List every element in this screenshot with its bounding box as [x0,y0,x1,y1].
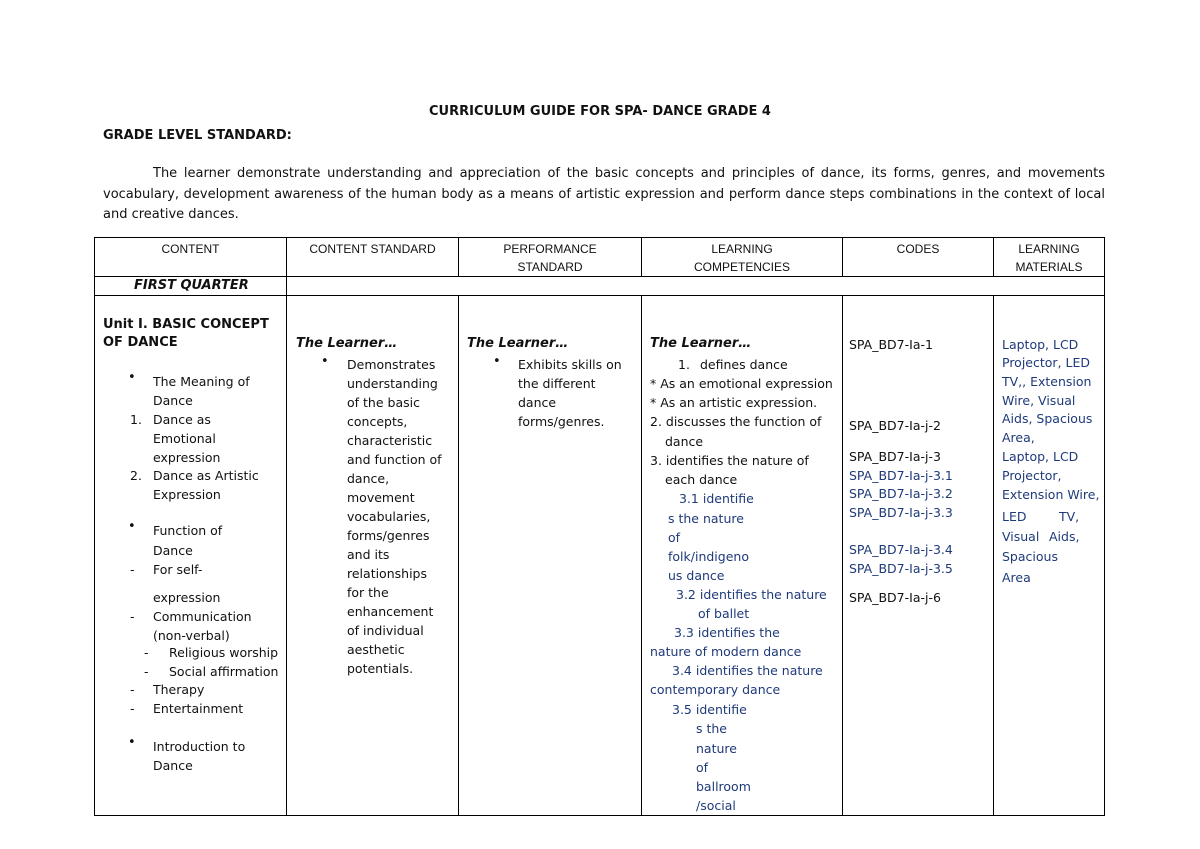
performance-standard-line: Exhibits skills on [518,357,622,372]
content-emo-line3: expression [153,450,221,465]
col-border-3b [641,295,642,816]
content-standard-line: understanding [347,376,438,391]
content-standard-line: movement [347,490,415,505]
competency-1b: * As an artistic expression. [650,395,818,410]
material-line-11b: Aids, [1049,529,1080,544]
content-standard-text [347,355,442,678]
material-line-2: Projector, LED [1002,355,1090,370]
content-comm-line1: Communication [153,609,252,624]
code-2: SPA_BD7-Ia-j-2 [849,418,941,433]
competency-3a: 3. identifies the nature of [650,453,809,468]
code-3-2: SPA_BD7-Ia-j-3.2 [849,486,953,501]
competency-3-2a: 3.2 identifies the nature [676,587,827,602]
content-art-line1: Dance as Artistic [153,468,259,483]
material-line-3: TV,, Extension [1002,374,1092,389]
performance-standard-text [518,355,622,431]
content-standard-line: potentials. [347,661,414,676]
dash-marker: - [144,645,149,660]
content-standard-learner: The Learner… [296,336,398,351]
code-6: SPA_BD7-Ia-j-6 [849,590,941,605]
header-competencies-line2: COMPETENCIES [693,260,790,274]
content-entertainment: Entertainment [153,701,244,716]
bullet-icon: • [321,354,329,369]
content-standard-line: of individual [347,623,424,638]
competency-3-5d: of [696,760,709,775]
header-performance-standard [459,240,641,276]
unit-title-line2: OF DANCE [103,335,178,350]
material-line-6: Area, [1002,430,1035,445]
bullet-icon: • [493,354,501,369]
header-learning-competencies [642,240,842,276]
content-func-line2: Dance [153,543,193,558]
content-intro-line2: Dance [153,758,193,773]
header-performance-line1: PERFORMANCE [503,242,597,256]
competency-3-2b: of ballet [698,606,750,621]
performance-standard-learner: The Learner… [467,336,569,351]
competency-2a: 2. discusses the function of [650,414,822,429]
col-border-6 [1104,237,1105,816]
competency-3-5e: ballroom [696,779,751,794]
content-emo-line1: Dance as [153,412,211,427]
content-standard-line: aesthetic [347,642,405,657]
content-standard-line: for the [347,585,389,600]
competency-3-4a: 3.4 identifies the nature [672,663,823,678]
col-border-1 [286,237,287,816]
header-performance-line2: STANDARD [517,260,583,274]
performance-standard-line: dance [518,395,557,410]
content-emo-line2: Emotional [153,431,216,446]
competency-2b: dance [665,434,704,449]
col-border-0 [94,237,95,816]
content-comm-line2: (non-verbal) [153,628,230,643]
performance-standard-line: the different [518,376,596,391]
material-line-12: Spacious [1002,549,1058,564]
col-border-2b [458,295,459,816]
competency-3-5a: 3.5 identifie [672,702,747,717]
content-standard-line: concepts, [347,414,408,429]
competency-1: defines dance [700,357,788,372]
header-row-border [94,276,1105,277]
competency-3-5b: s the [696,721,727,736]
content-self-line1: For self- [153,562,203,577]
competency-3-1e: us dance [668,568,725,583]
header-codes: CODES [896,242,940,256]
quarter-row-border [94,295,1105,296]
header-materials-line2: MATERIALS [1015,260,1083,274]
dash-marker: - [144,664,149,679]
dash-marker: - [130,682,135,697]
material-line-8: Projector, [1002,468,1062,483]
col-border-5b [993,295,994,816]
material-line-9: Extension Wire, [1002,487,1100,502]
content-standard-line: forms/genres [347,528,430,543]
content-standard-line: vocabularies, [347,509,431,524]
competency-3-4b: contemporary dance [650,682,781,697]
content-standard-line: enhancement [347,604,434,619]
header-materials-line1: LEARNING [1018,242,1080,256]
col-border-4b [842,295,843,816]
grade-level-heading: GRADE LEVEL STANDARD: [103,128,292,143]
content-therapy: Therapy [153,682,205,697]
code-1: SPA_BD7-Ia-1 [849,337,933,352]
material-line-13: Area [1002,570,1031,585]
content-standard-line: of the basic [347,395,420,410]
dash-marker: - [130,701,135,716]
quarter-label: FIRST QUARTER [134,278,249,293]
content-standard-line: relationships [347,566,427,581]
dash-marker: - [130,562,135,577]
unit-title-line1: Unit I. BASIC CONCEPT [103,317,269,332]
content-religious: Religious worship [169,645,279,660]
competency-3-1c: of [668,530,681,545]
content-standard-line: and its [347,547,390,562]
bullet-icon: • [128,370,136,385]
header-content-standard: CONTENT STANDARD [309,242,436,256]
code-3-5: SPA_BD7-Ia-j-3.5 [849,561,953,576]
code-3-3: SPA_BD7-Ia-j-3.3 [849,505,953,520]
header-learning-materials [994,240,1104,276]
competency-1a: * As an emotional expression [650,376,833,391]
content-number-2: 2. [130,468,142,483]
grade-level-text: The learner demonstrate understanding and appreciation of the basic concepts and principles of dance, its forms, genres, and movements vocabulary, development awareness of the human body as a means of artistic expression and perform dance steps combinations in the context of local and creative dances. [103,166,1105,222]
code-3-4: SPA_BD7-Ia-j-3.4 [849,542,953,557]
competency-3-1d: folk/indigeno [668,549,749,564]
code-3-1: SPA_BD7-Ia-j-3.1 [849,468,953,483]
content-number-1: 1. [130,412,142,427]
content-intro-line1: Introduction to [153,739,246,754]
content-self-line2: expression [153,590,221,605]
table-top-border [94,237,1105,238]
content-art-line2: Expression [153,487,221,502]
competency-3-5c: nature [696,741,737,756]
material-line-11a: Visual [1002,529,1040,544]
content-meaning-line2: Dance [153,393,193,408]
competency-3-5f: /social [696,798,736,813]
header-content: CONTENT [161,242,220,256]
competency-3-1a: 3.1 identifie [679,491,754,506]
content-standard-line: and function of [347,452,442,467]
material-line-10b: TV, [1059,509,1080,524]
competency-3-3b: nature of modern dance [650,644,802,659]
competencies-learner: The Learner… [650,336,752,351]
competency-3-1b: s the nature [668,511,744,526]
material-line-1: Laptop, LCD [1002,337,1079,352]
grade-level-paragraph [103,164,1105,226]
header-competencies-line1: LEARNING [711,242,773,256]
content-standard-line: characteristic [347,433,433,448]
content-standard-line: dance, [347,471,390,486]
competency-1-number: 1. [678,357,690,372]
material-line-10a: LED [1002,509,1027,524]
competency-3b: each dance [665,472,738,487]
content-social: Social affirmation [169,664,279,679]
material-line-5: Aids, Spacious [1002,411,1093,426]
material-line-7: Laptop, LCD [1002,449,1079,464]
content-meaning-line1: The Meaning of [153,374,250,389]
code-3: SPA_BD7-Ia-j-3 [849,449,941,464]
dash-marker: - [130,609,135,624]
content-standard-line: Demonstrates [347,357,436,372]
document-title: CURRICULUM GUIDE FOR SPA- DANCE GRADE 4 [429,104,771,119]
material-line-4: Wire, Visual [1002,393,1076,408]
table-bottom-border [94,815,1105,816]
bullet-icon: • [128,735,136,750]
competency-3-3a: 3.3 identifies the [674,625,780,640]
performance-standard-line: forms/genres. [518,414,605,429]
content-func-line1: Function of [153,523,223,538]
bullet-icon: • [128,519,136,534]
